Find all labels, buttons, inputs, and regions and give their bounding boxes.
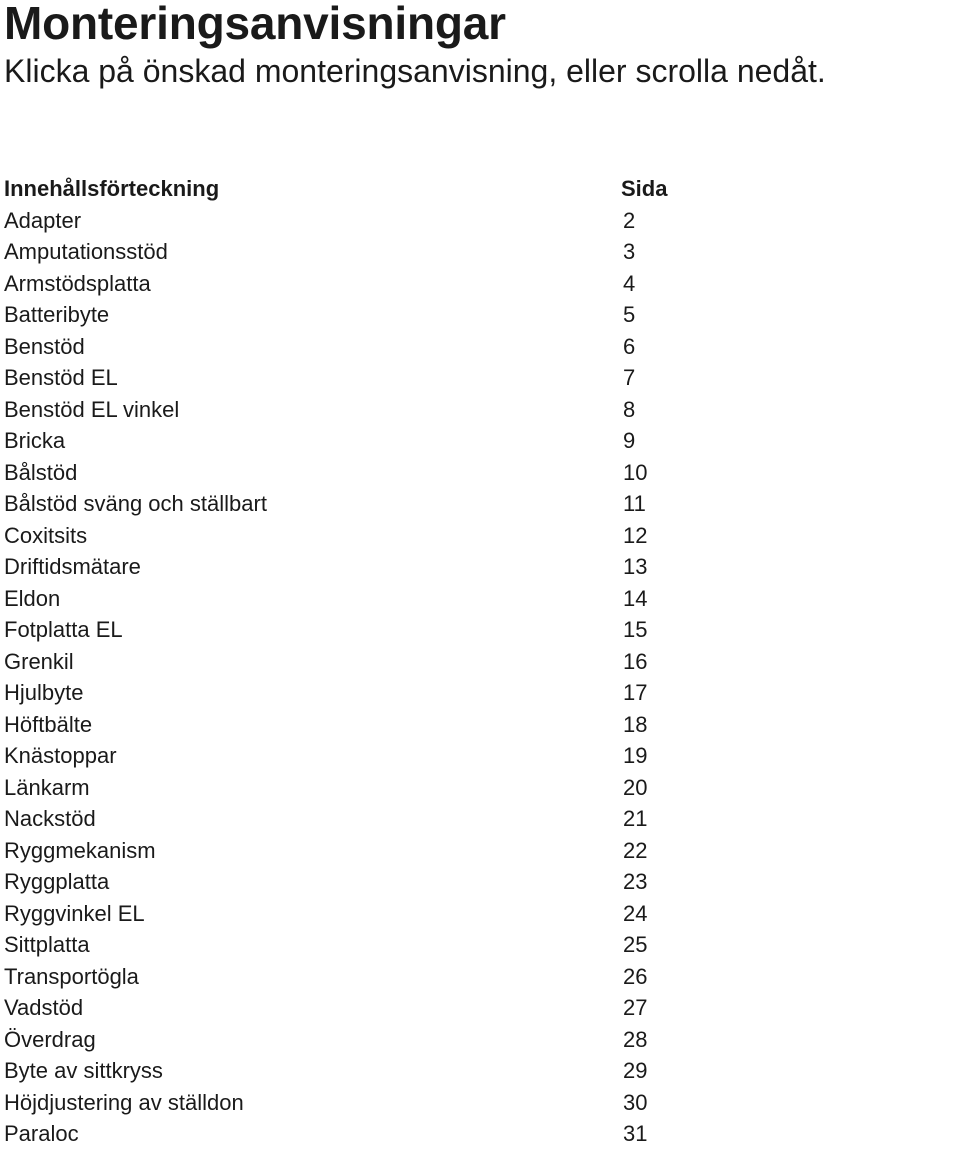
toc-item-title[interactable]: Länkarm [4, 774, 90, 800]
toc-item-title[interactable]: Adapter [4, 207, 82, 233]
toc-item-page[interactable]: 29 [623, 1058, 648, 1083]
toc-list [4, 205, 704, 1150]
toc-item-page[interactable]: 21 [623, 806, 648, 831]
toc-item-title[interactable]: Paraloc [4, 1121, 79, 1146]
toc-item-title[interactable]: Transportögla [4, 963, 139, 989]
toc-item-page[interactable]: 13 [623, 554, 648, 579]
toc-item-title[interactable]: Byte av sittkryss [4, 1058, 163, 1083]
toc-row[interactable] [4, 1118, 704, 1150]
toc-item-title[interactable]: Grenkil [4, 648, 74, 674]
toc-row[interactable] [4, 583, 704, 615]
toc-item-title[interactable]: Eldon [4, 585, 61, 611]
toc-item-page[interactable]: 6 [623, 333, 636, 359]
toc-row[interactable] [4, 520, 704, 552]
toc-item-title[interactable]: Fotplatta EL [4, 617, 123, 642]
toc-item-title[interactable]: Ryggmekanism [4, 837, 156, 863]
toc-row[interactable] [4, 992, 704, 1024]
toc-item-page[interactable]: 23 [623, 869, 648, 894]
toc-item-title[interactable]: Benstöd [4, 333, 85, 359]
toc-item-page[interactable]: 18 [623, 711, 648, 737]
toc-page-heading: Sida [621, 176, 668, 201]
toc-heading: Innehållsförteckning [4, 176, 220, 201]
toc-row[interactable] [4, 835, 704, 867]
toc-row[interactable] [4, 394, 704, 426]
page-title: Monteringsanvisningar [4, 0, 506, 49]
toc-item-page[interactable]: 11 [623, 491, 646, 516]
toc-item-page[interactable]: 22 [623, 837, 648, 863]
toc-item-title[interactable]: Vadstöd [4, 995, 84, 1020]
toc-item-page[interactable]: 2 [623, 207, 636, 233]
toc-item-title[interactable]: Knästoppar [4, 743, 117, 768]
toc-item-page[interactable]: 4 [623, 270, 636, 296]
toc-row[interactable] [4, 614, 704, 646]
toc-row[interactable] [4, 709, 704, 741]
toc-item-page[interactable]: 25 [623, 932, 648, 957]
toc-item-page[interactable]: 8 [623, 396, 636, 422]
toc-row[interactable] [4, 425, 704, 457]
toc-row[interactable] [4, 646, 704, 678]
toc-item-page[interactable]: 24 [623, 900, 648, 926]
toc-item-title[interactable]: Hjulbyte [4, 680, 84, 705]
toc-item-title[interactable]: Ryggplatta [4, 869, 110, 894]
toc-row[interactable] [4, 299, 704, 331]
toc-item-page[interactable]: 28 [623, 1026, 648, 1052]
toc-row[interactable] [4, 961, 704, 993]
toc-item-title[interactable]: Bålstöd sväng och ställbart [4, 491, 267, 516]
toc-item-title[interactable]: Benstöd EL [4, 365, 118, 390]
toc-item-page[interactable]: 9 [623, 428, 636, 453]
toc-item-page[interactable]: 26 [623, 963, 648, 989]
page-subtitle: Klicka på önskad monteringsanvisning, eller scrolla nedåt. [4, 53, 826, 89]
toc-item-page[interactable]: 14 [623, 585, 648, 611]
toc-item-title[interactable]: Bricka [4, 428, 66, 453]
toc-row[interactable] [4, 803, 704, 835]
table-of-contents [4, 173, 704, 1150]
toc-row[interactable] [4, 866, 704, 898]
toc-item-title[interactable]: Amputationsstöd [4, 239, 168, 264]
toc-row[interactable] [4, 362, 704, 394]
toc-header [4, 173, 704, 205]
toc-row[interactable] [4, 331, 704, 363]
toc-item-page[interactable]: 19 [623, 743, 648, 768]
toc-row[interactable] [4, 929, 704, 961]
toc-row[interactable] [4, 488, 704, 520]
toc-item-page[interactable]: 5 [623, 302, 636, 327]
toc-row[interactable] [4, 1055, 704, 1087]
toc-item-title[interactable]: Sittplatta [4, 932, 90, 957]
toc-item-title[interactable]: Benstöd EL vinkel [4, 396, 180, 422]
toc-row[interactable] [4, 740, 704, 772]
toc-item-title[interactable]: Höjdjustering av ställdon [4, 1089, 244, 1115]
toc-item-page[interactable]: 27 [623, 995, 648, 1020]
toc-row[interactable] [4, 457, 704, 489]
toc-item-title[interactable]: Höftbälte [4, 711, 93, 737]
toc-item-title[interactable]: Nackstöd [4, 806, 96, 831]
toc-item-title[interactable]: Coxitsits [4, 522, 88, 548]
toc-item-page[interactable]: 15 [623, 617, 648, 642]
toc-row[interactable] [4, 1087, 704, 1119]
toc-item-page[interactable]: 31 [623, 1121, 648, 1146]
toc-item-title[interactable]: Driftidsmätare [4, 554, 141, 579]
toc-item-title[interactable]: Överdrag [4, 1026, 96, 1052]
toc-item-page[interactable]: 3 [623, 239, 636, 264]
toc-item-title[interactable]: Armstödsplatta [4, 270, 151, 296]
toc-item-page[interactable]: 30 [623, 1089, 648, 1115]
toc-row[interactable] [4, 268, 704, 300]
toc-item-title[interactable]: Ryggvinkel EL [4, 900, 145, 926]
toc-row[interactable] [4, 1024, 704, 1056]
toc-item-page[interactable]: 12 [623, 522, 648, 548]
toc-row[interactable] [4, 236, 704, 268]
toc-item-page[interactable]: 7 [623, 365, 636, 390]
toc-row[interactable] [4, 205, 704, 237]
toc-item-page[interactable]: 16 [623, 648, 648, 674]
toc-row[interactable] [4, 677, 704, 709]
toc-item-title[interactable]: Bålstöd [4, 459, 78, 485]
toc-item-title[interactable]: Batteribyte [4, 302, 110, 327]
toc-item-page[interactable]: 17 [623, 680, 648, 705]
toc-row[interactable] [4, 898, 704, 930]
toc-item-page[interactable]: 10 [623, 459, 648, 485]
toc-row[interactable] [4, 772, 704, 804]
toc-row[interactable] [4, 551, 704, 583]
toc-item-page[interactable]: 20 [623, 774, 648, 800]
